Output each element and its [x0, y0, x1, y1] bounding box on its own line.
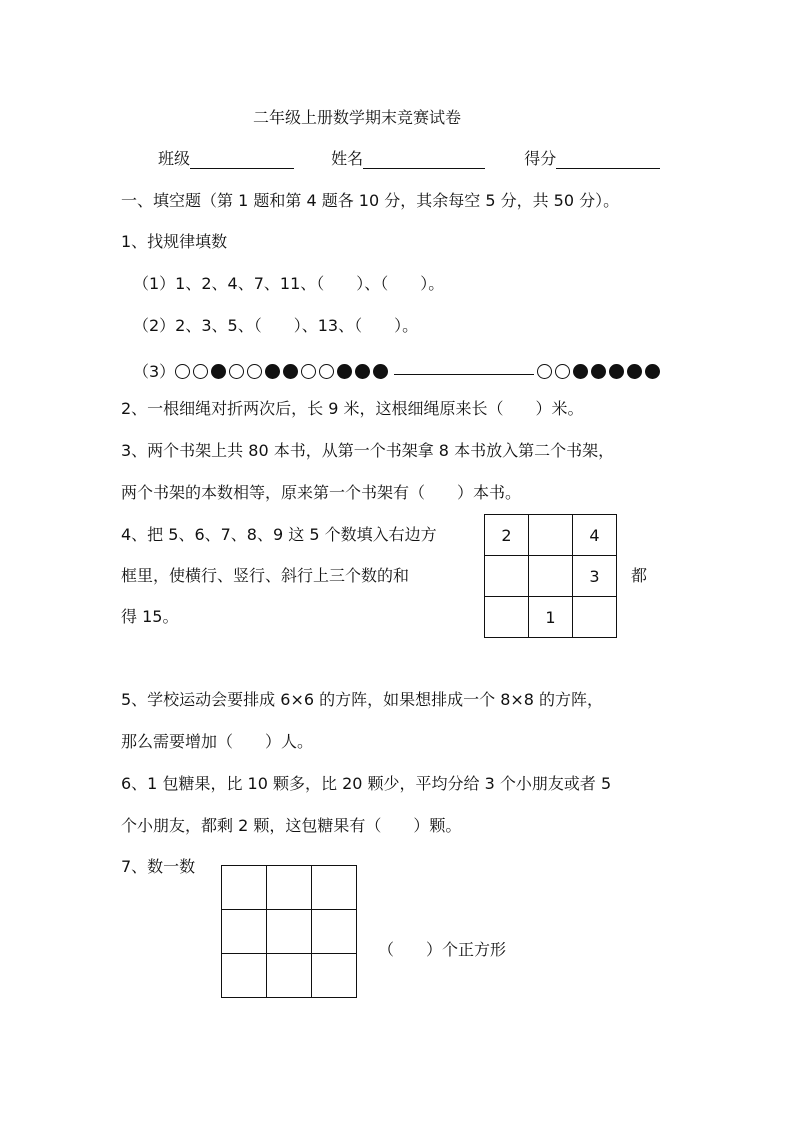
pattern-filled-circle — [609, 364, 624, 379]
magic-cell[interactable] — [529, 515, 573, 556]
q1-part3 — [133, 359, 663, 379]
magic-cell[interactable] — [485, 597, 529, 638]
name-blank[interactable] — [363, 151, 485, 169]
q4-line3: 得 15。 — [121, 607, 179, 626]
section1-heading: 一、填空题（第 1 题和第 4 题各 10 分，其余每空 5 分，共 50 分）。 — [121, 191, 620, 210]
magic-cell[interactable]: 2 — [485, 515, 529, 556]
grid-square — [222, 866, 267, 910]
pattern-hollow-circle — [319, 364, 334, 379]
pattern-filled-circle — [211, 364, 226, 379]
magic-cell[interactable]: 1 — [529, 597, 573, 638]
grid-square — [222, 954, 267, 998]
pattern-hollow-circle — [537, 364, 552, 379]
magic-cell[interactable] — [485, 556, 529, 597]
magic-square-grid — [484, 514, 617, 638]
square-count-grid — [221, 865, 357, 998]
q6-line2: 个小朋友，都剩 2 颗，这包糖果有（ ）颗。 — [121, 816, 462, 835]
q1-part1: （1）1、2、4、7、11、（ ）、（ ）。 — [133, 274, 445, 293]
q1-part3-prefix: （3） — [133, 362, 176, 381]
magic-cell[interactable]: 3 — [573, 556, 617, 597]
q4-line1: 4、把 5、6、7、8、9 这 5 个数填入右边方 — [121, 525, 437, 544]
pattern-hollow-circle — [229, 364, 244, 379]
q6-line1: 6、1 包糖果，比 10 颗多，比 20 颗少，平均分给 3 个小朋友或者 5 — [121, 774, 612, 793]
pattern-before — [175, 362, 391, 381]
page-title: 二年级上册数学期末竞赛试卷 — [253, 108, 462, 127]
name-label: 姓名 — [331, 149, 364, 168]
magic-cell[interactable] — [529, 556, 573, 597]
pattern-hollow-circle — [247, 364, 262, 379]
pattern-blank[interactable] — [394, 360, 534, 375]
pattern-filled-circle — [265, 364, 280, 379]
pattern-after — [537, 362, 663, 381]
grid-square — [222, 910, 267, 954]
grid-square — [267, 910, 312, 954]
pattern-filled-circle — [573, 364, 588, 379]
q7-answer: （ ）个正方形 — [378, 940, 507, 959]
header-fields — [158, 149, 660, 169]
q5-line1: 5、学校运动会要排成 6×6 的方阵，如果想排成一个 8×8 的方阵， — [121, 690, 604, 709]
pattern-hollow-circle — [175, 364, 190, 379]
pattern-filled-circle — [591, 364, 606, 379]
score-blank[interactable] — [556, 151, 660, 169]
q3-line2: 两个书架的本数相等，原来第一个书架有（ ）本书。 — [121, 483, 522, 502]
q3-line1: 3、两个书架上共 80 本书，从第一个书架拿 8 本书放入第二个书架， — [121, 441, 615, 460]
magic-cell[interactable] — [573, 597, 617, 638]
q5-line2: 那么需要增加（ ）人。 — [121, 732, 314, 751]
magic-cell[interactable]: 4 — [573, 515, 617, 556]
q4-side-text: 都 — [631, 566, 648, 585]
grid-square — [312, 910, 357, 954]
q1-label: 1、找规律填数 — [121, 232, 228, 251]
pattern-hollow-circle — [301, 364, 316, 379]
pattern-hollow-circle — [555, 364, 570, 379]
q1-part2: （2）2、3、5、（ ）、13、（ ）。 — [133, 316, 419, 335]
grid-square — [312, 866, 357, 910]
pattern-hollow-circle — [193, 364, 208, 379]
grid-square — [312, 954, 357, 998]
pattern-filled-circle — [645, 364, 660, 379]
pattern-filled-circle — [283, 364, 298, 379]
q7-label: 7、数一数 — [121, 857, 196, 876]
class-label: 班级 — [158, 149, 191, 168]
pattern-filled-circle — [337, 364, 352, 379]
class-blank[interactable] — [190, 151, 294, 169]
pattern-filled-circle — [373, 364, 388, 379]
q2-text: 2、一根细绳对折两次后，长 9 米，这根细绳原来长（ ）米。 — [121, 399, 584, 418]
score-label: 得分 — [524, 149, 557, 168]
pattern-filled-circle — [355, 364, 370, 379]
grid-square — [267, 866, 312, 910]
pattern-filled-circle — [627, 364, 642, 379]
grid-square — [267, 954, 312, 998]
q4-line2: 框里，使横行、竖行、斜行上三个数的和 — [121, 566, 410, 585]
